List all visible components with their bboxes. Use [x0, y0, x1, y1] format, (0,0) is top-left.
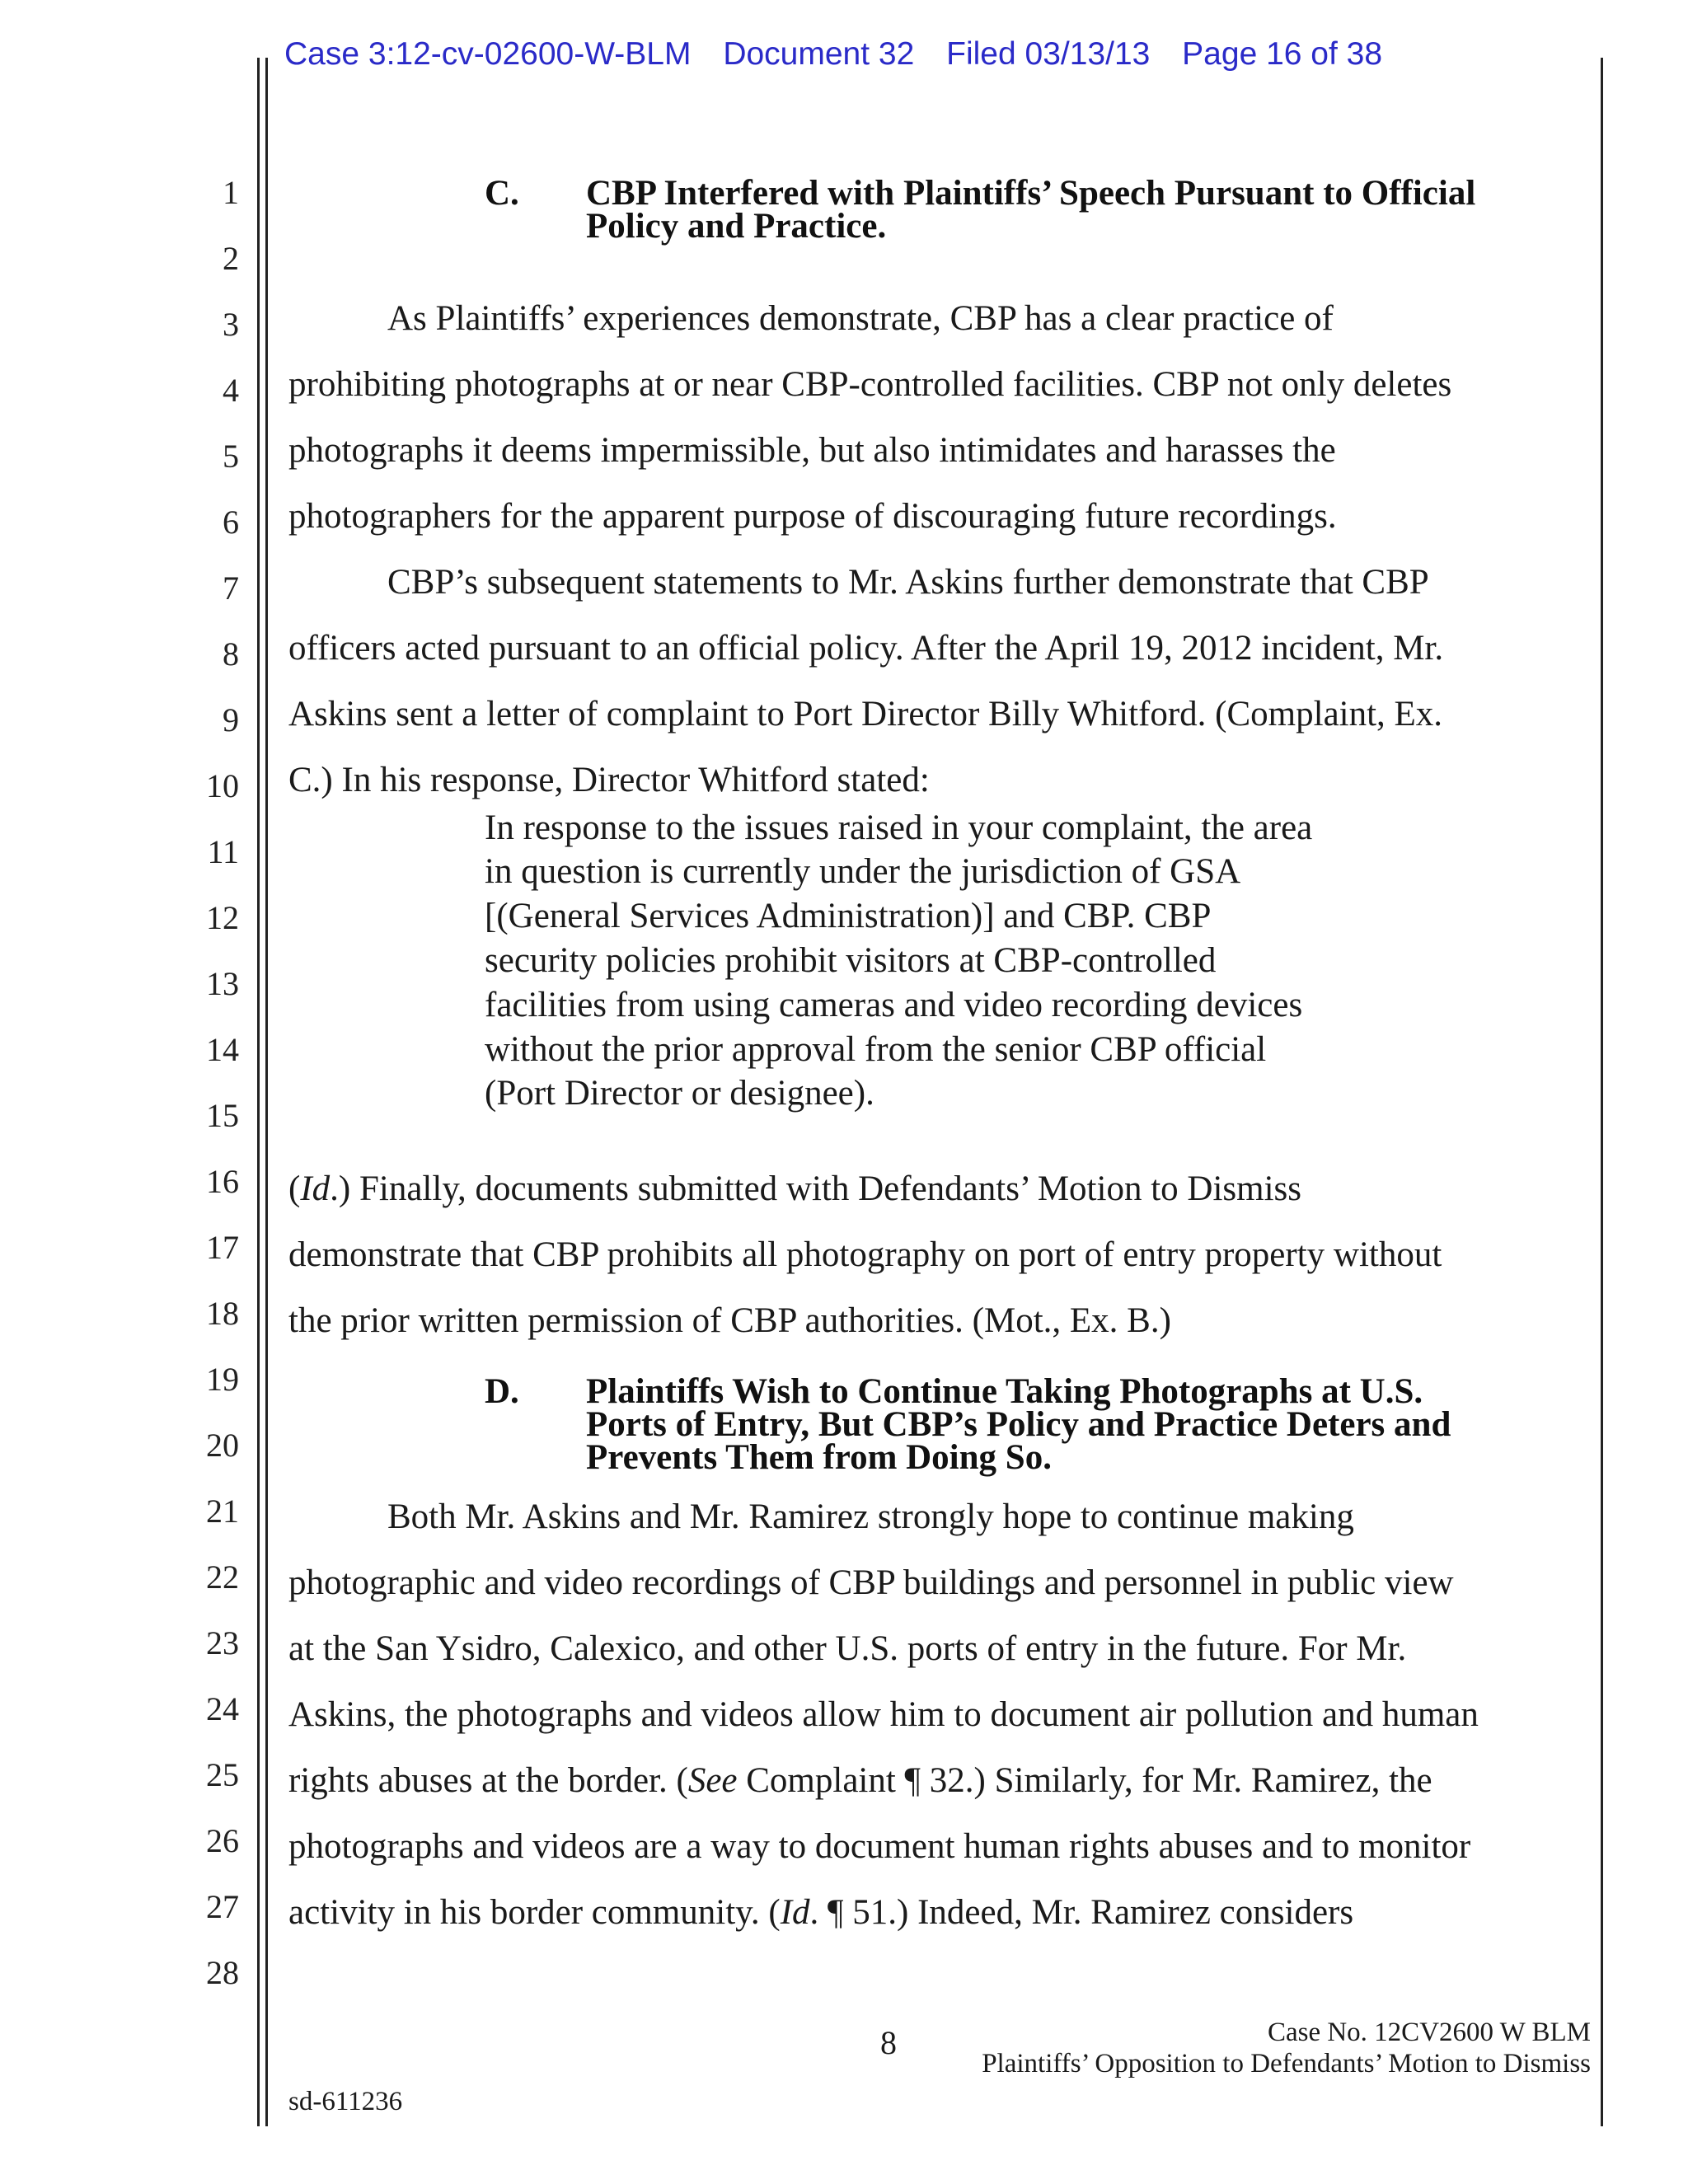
section-d-title-line: Prevents Them from Doing So. [586, 1438, 1052, 1477]
section-d-letter: D. [485, 1372, 519, 1411]
header-case-number: Case 3:12-cv-02600-W-BLM [284, 36, 692, 72]
case-header [284, 36, 1405, 73]
body-line: at the San Ysidro, Calexico, and other U.S. ports of entry in the future. For Mr. [288, 1629, 1407, 1668]
line-number: 23 [206, 1624, 239, 1661]
line-number: 4 [223, 372, 239, 409]
quote-line: in question is currently under the jurisdiction of GSA [485, 852, 1241, 891]
page-number: 8 [880, 2024, 897, 2061]
line-number: 14 [206, 1031, 239, 1068]
footer-doc-id: sd-611236 [288, 2087, 403, 2116]
body-line: photographs and videos are a way to document human rights abuses and to monitor [288, 1827, 1471, 1866]
line-number: 21 [206, 1493, 239, 1530]
body-line: rights abuses at the border. (See Complaint ¶ 32.) Similarly, for Mr. Ramirez, the [288, 1761, 1432, 1800]
line-number: 16 [206, 1163, 239, 1200]
body-line: (Id.) Finally, documents submitted with Defendants’ Motion to Dismiss [288, 1169, 1301, 1208]
line-number: 12 [206, 899, 239, 936]
line-number: 20 [206, 1427, 239, 1464]
section-c-title-line: CBP Interfered with Plaintiffs’ Speech Pursuant to Official [586, 174, 1476, 213]
body-line: photographic and video recordings of CBP buildings and personnel in public view [288, 1563, 1454, 1602]
quote-line: [(General Services Administration)] and CBP. CBP [485, 897, 1212, 935]
line-number: 17 [206, 1229, 239, 1266]
line-number: 26 [206, 1822, 239, 1859]
section-c-title-line: Policy and Practice. [586, 207, 887, 246]
body-line: C.) In his response, Director Whitford stated: [288, 761, 930, 799]
body-line: Askins sent a letter of complaint to Port Director Billy Whitford. (Complaint, Ex. [288, 695, 1443, 733]
body-line: the prior written permission of CBP authorities. (Mot., Ex. B.) [288, 1301, 1171, 1340]
line-number: 28 [206, 1954, 239, 1991]
header-filed-date: Filed 03/13/13 [946, 36, 1151, 72]
quote-line: facilities from using cameras and video recording devices [485, 986, 1303, 1024]
line-number: 7 [223, 569, 239, 607]
line-number: 11 [207, 833, 239, 870]
line-number: 13 [206, 965, 239, 1002]
line-number: 19 [206, 1361, 239, 1398]
section-d-title-line: Plaintiffs Wish to Continue Taking Photographs at U.S. [586, 1372, 1423, 1411]
left-margin-rule-outer [257, 58, 260, 2126]
header-document-number: Document 32 [723, 36, 915, 72]
line-number: 22 [206, 1558, 239, 1596]
left-margin-rule-inner [265, 58, 268, 2126]
line-number: 5 [223, 438, 239, 475]
line-number: 10 [206, 767, 239, 804]
citation-id: Id [780, 1893, 810, 1932]
line-number: 9 [223, 701, 239, 738]
line-number: 18 [206, 1295, 239, 1332]
quote-line: In response to the issues raised in your complaint, the area [485, 808, 1313, 847]
section-d-title-line: Ports of Entry, But CBP’s Policy and Practice Deters and [586, 1405, 1451, 1444]
line-number: 27 [206, 1888, 239, 1925]
quote-line: security policies prohibit visitors at CBP-controlled [485, 941, 1217, 980]
body-line: demonstrate that CBP prohibits all photography on port of entry property without [288, 1235, 1442, 1274]
body-line: officers acted pursuant to an official policy. After the April 19, 2012 incident, Mr. [288, 629, 1444, 668]
body-line: prohibiting photographs at or near CBP-controlled facilities. CBP not only deletes [288, 365, 1452, 404]
header-page-count: Page 16 of 38 [1182, 36, 1383, 72]
line-number: 24 [206, 1690, 239, 1727]
right-margin-rule [1601, 58, 1603, 2126]
line-number: 8 [223, 635, 239, 673]
body-line: activity in his border community. (Id. ¶ 51.) Indeed, Mr. Ramirez considers [288, 1893, 1354, 1932]
body-line: Askins, the photographs and videos allow him to document air pollution and human [288, 1695, 1479, 1734]
line-number: 3 [223, 306, 239, 343]
body-line: As Plaintiffs’ experiences demonstrate, CBP has a clear practice of [387, 299, 1334, 338]
section-c-letter: C. [485, 174, 519, 213]
citation-id: Id [300, 1169, 331, 1208]
body-line: Both Mr. Askins and Mr. Ramirez strongly hope to continue making [387, 1497, 1354, 1536]
line-number: 25 [206, 1756, 239, 1793]
footer-case-number: Case No. 12CV2600 W BLM [1267, 2018, 1591, 2047]
body-line: CBP’s subsequent statements to Mr. Askins further demonstrate that CBP [387, 563, 1429, 602]
line-number: 2 [223, 240, 239, 277]
body-line: photographs it deems impermissible, but also intimidates and harasses the [288, 431, 1336, 470]
line-number: 6 [223, 504, 239, 541]
citation-see: See [687, 1761, 738, 1800]
quote-line: (Port Director or designee). [485, 1074, 874, 1113]
footer-document-title: Plaintiffs’ Opposition to Defendants’ Motion to Dismiss [982, 2049, 1591, 2079]
body-line: photographers for the apparent purpose of discouraging future recordings. [288, 497, 1337, 536]
line-number: 15 [206, 1097, 239, 1134]
quote-line: without the prior approval from the senior CBP official [485, 1030, 1267, 1069]
line-number: 1 [223, 174, 239, 211]
